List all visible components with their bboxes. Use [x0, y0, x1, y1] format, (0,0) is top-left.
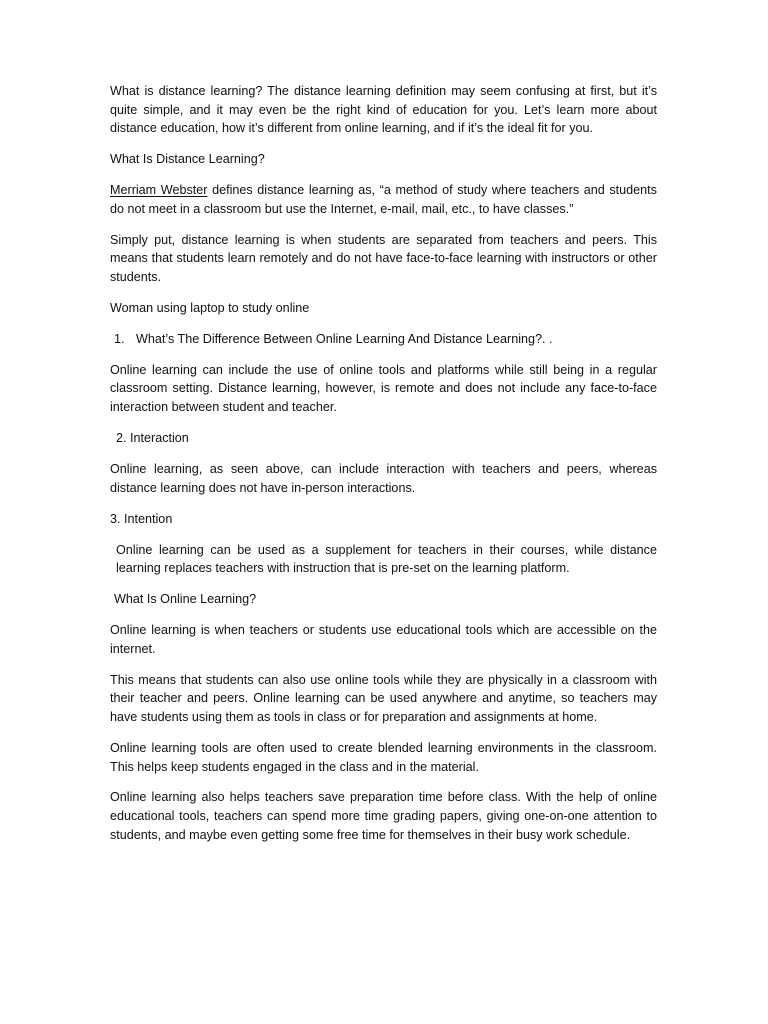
list-number: 1. [114, 331, 125, 346]
simply-put-paragraph: Simply put, distance learning is when students are separated from teachers and peers. This means that students learn remotely and do not have face-to-face learning with instructors or other students. [110, 232, 657, 284]
document-page [110, 82, 657, 857]
list-item-difference [110, 330, 657, 349]
heading-distance-learning: What Is Distance Learning? [110, 152, 265, 167]
online-helps-paragraph: Online learning also helps teachers save preparation time before class. With the help of online educational tools, teachers can spend more time grading papers, giving one-on-one attention to students, and maybe even getting some free time for themselves in their busy work schedule. [110, 790, 657, 842]
intro-paragraph: What is distance learning? The distance learning definition may seem confusing at first, but it’s quite simple, and it may even be the right kind of education for you. Let’s learn more about distance education, how it’s different from online learning, and if it’s the ideal fit for you. [110, 84, 657, 136]
merriam-webster-link[interactable]: Merriam Webster [110, 183, 208, 198]
difference-paragraph: Online learning can include the use of online tools and platforms while still being in a regular classroom setting. Distance learning, however, is remote and does not include any face-to-face interaction between student and teacher. [110, 362, 657, 415]
heading-online-learning: What Is Online Learning? [114, 592, 257, 607]
list-item-text: What’s The Difference Between Online Learning And Distance Learning?. . [136, 331, 553, 346]
image-caption: Woman using laptop to study online [110, 300, 310, 315]
intention-paragraph: Online learning can be used as a supplement for teachers in their courses, while distance learning replaces teachers with instruction that is pre-set on the learning platform. [116, 542, 657, 576]
definition-paragraph [110, 181, 657, 218]
online-means-paragraph: This means that students can also use online tools while they are physically in a classroom with their teacher and peers. Online learning can be used anywhere and anytime, so teachers may have students using them as tools in class or for preparation and assignments at home. [110, 672, 657, 724]
online-definition-paragraph: Online learning is when teachers or students use educational tools which are accessible on the internet. [110, 623, 657, 656]
definition-text: defines distance learning as, “a method of study where teachers and students do not meet in a classroom but use the Internet, e-mail, mail, etc., to have classes.” [110, 183, 657, 216]
heading-interaction: 2. Interaction [116, 431, 189, 446]
online-tools-paragraph: Online learning tools are often used to create blended learning environments in the classroom. This helps keep students engaged in the class and in the material. [110, 740, 657, 774]
heading-intention: 3. Intention [110, 511, 173, 526]
interaction-paragraph: Online learning, as seen above, can include interaction with teachers and peers, whereas distance learning does not have in-person interactions. [110, 462, 657, 495]
